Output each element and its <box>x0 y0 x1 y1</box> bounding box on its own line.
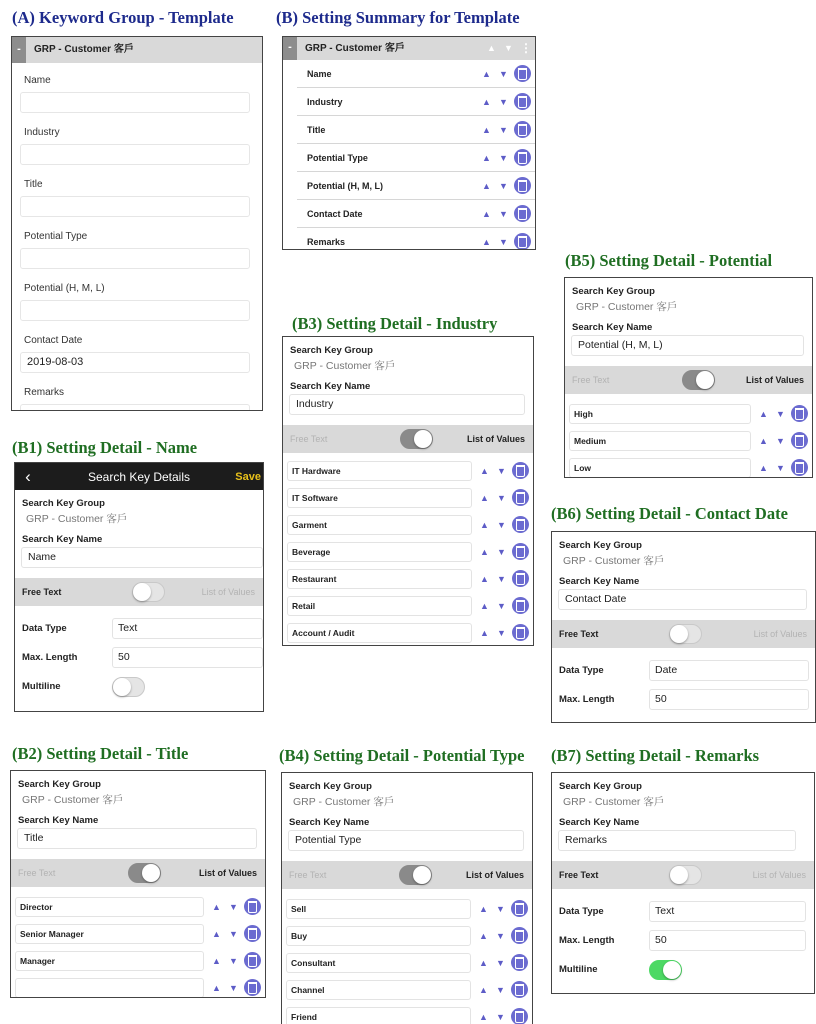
search-key-group-value: GRP - Customer 客戶 <box>563 796 665 808</box>
trash-icon[interactable] <box>512 516 529 533</box>
move-up-icon[interactable]: ▲ <box>759 435 768 446</box>
search-key-group-value: GRP - Customer 客戶 <box>576 301 678 313</box>
value-input[interactable]: High <box>569 404 751 424</box>
move-up-icon[interactable]: ▲ <box>480 573 489 584</box>
value-input[interactable]: IT Software <box>287 488 472 508</box>
summary-row[interactable] <box>297 116 535 144</box>
move-down-icon[interactable]: ▼ <box>229 928 238 939</box>
data-type-row <box>552 656 815 685</box>
value-row <box>11 920 265 947</box>
list-of-values-toggle[interactable] <box>400 429 433 449</box>
data-type-label: Data Type <box>559 906 604 917</box>
move-down-icon[interactable]: ▼ <box>229 901 238 912</box>
data-type-select[interactable]: Date <box>649 660 809 681</box>
field-label: Contact Date <box>24 335 83 346</box>
heading-b2: (B2) Setting Detail - Title <box>12 744 189 763</box>
value-input[interactable]: Consultant <box>286 953 471 973</box>
move-down-icon[interactable]: ▼ <box>499 208 508 219</box>
template-field-industry <box>12 127 262 165</box>
move-down-icon[interactable]: ▼ <box>497 600 506 611</box>
trash-icon[interactable] <box>791 432 808 449</box>
b2-panel <box>10 770 266 998</box>
template-field-title <box>12 179 262 217</box>
max-length-label: Max. Length <box>559 694 615 705</box>
type-toggle-band <box>283 425 533 453</box>
trash-icon[interactable] <box>514 65 531 82</box>
trash-icon[interactable] <box>514 205 531 222</box>
search-key-name-input[interactable]: Title <box>17 828 257 849</box>
type-toggle-band <box>552 620 815 648</box>
trash-icon[interactable] <box>511 1008 528 1024</box>
row-label: Remarks <box>307 236 346 247</box>
value-row <box>282 976 532 1003</box>
move-up-icon[interactable]: ▲ <box>480 519 489 530</box>
more-vertical-icon[interactable]: ⋮ <box>520 41 532 55</box>
b7-panel <box>551 772 815 994</box>
field-label: Potential (H, M, L) <box>24 283 105 294</box>
value-row <box>11 947 265 974</box>
value-row <box>282 949 532 976</box>
move-down-icon[interactable]: ▼ <box>499 124 508 135</box>
search-key-name-input[interactable]: Potential Type <box>288 830 524 851</box>
move-up-icon[interactable]: ▲ <box>479 930 488 941</box>
search-key-group-label: Search Key Group <box>289 781 372 792</box>
list-of-values-label: List of Values <box>752 870 806 880</box>
free-text-toggle[interactable] <box>132 582 165 602</box>
remarks-textarea[interactable] <box>20 404 250 411</box>
value-row <box>283 511 533 538</box>
move-down-icon[interactable]: ▼ <box>504 43 513 53</box>
row-label: Name <box>307 68 332 79</box>
move-down-icon[interactable]: ▼ <box>496 903 505 914</box>
value-row <box>282 895 532 922</box>
max-length-input[interactable]: 50 <box>649 930 806 951</box>
collapse-button[interactable]: - <box>12 37 26 63</box>
trash-icon[interactable] <box>511 954 528 971</box>
move-up-icon[interactable]: ▲ <box>759 462 768 473</box>
search-key-name-label: Search Key Name <box>290 381 371 392</box>
move-up-icon[interactable]: ▲ <box>480 465 489 476</box>
move-up-icon[interactable]: ▲ <box>759 408 768 419</box>
move-up-icon[interactable]: ▲ <box>212 928 221 939</box>
list-of-values-label: List of Values <box>745 375 804 385</box>
move-down-icon[interactable]: ▼ <box>776 462 785 473</box>
free-text-label: Free Text <box>559 629 599 639</box>
free-text-label: Free Text <box>18 868 56 878</box>
free-text-label: Free Text <box>22 587 62 597</box>
list-of-values-toggle[interactable] <box>682 370 715 390</box>
b6-panel <box>551 531 816 723</box>
move-up-icon[interactable]: ▲ <box>479 984 488 995</box>
move-down-icon[interactable]: ▼ <box>497 465 506 476</box>
move-down-icon[interactable]: ▼ <box>499 152 508 163</box>
summary-row[interactable] <box>297 228 535 250</box>
move-down-icon[interactable]: ▼ <box>496 957 505 968</box>
potential-type-input[interactable] <box>20 248 250 269</box>
search-key-name-label: Search Key Name <box>289 817 370 828</box>
name-input[interactable] <box>20 92 250 113</box>
multiline-toggle[interactable] <box>112 677 145 697</box>
row-label: Title <box>307 124 326 135</box>
type-toggle-band <box>15 578 263 606</box>
search-key-group-label: Search Key Group <box>572 286 655 297</box>
collapse-button[interactable]: - <box>283 37 297 60</box>
row-label: Contact Date <box>307 208 363 219</box>
data-type-label: Data Type <box>559 665 604 676</box>
data-type-select[interactable]: Text <box>649 901 806 922</box>
row-label: Potential (H, M, L) <box>307 180 383 191</box>
search-key-name-input[interactable]: Potential (H, M, L) <box>571 335 804 356</box>
value-row <box>283 565 533 592</box>
move-up-icon[interactable]: ▲ <box>480 492 489 503</box>
row-label: Potential Type <box>307 152 368 163</box>
trash-icon[interactable] <box>514 233 531 250</box>
summary-row-list <box>283 60 535 250</box>
chevron-left-icon[interactable]: ‹ <box>25 466 31 486</box>
save-button[interactable]: Save <box>235 470 261 483</box>
list-of-values-label: List of Values <box>201 587 255 597</box>
move-down-icon[interactable]: ▼ <box>499 96 508 107</box>
data-type-row <box>552 897 814 926</box>
trash-icon[interactable] <box>512 462 529 479</box>
move-up-icon[interactable]: ▲ <box>487 43 496 53</box>
search-key-name-label: Search Key Name <box>572 322 653 333</box>
summary-row[interactable] <box>297 60 535 88</box>
move-up-icon[interactable]: ▲ <box>482 68 491 79</box>
trash-icon[interactable] <box>514 177 531 194</box>
value-input[interactable]: Manager <box>15 951 204 971</box>
multiline-row <box>552 955 814 984</box>
max-length-input[interactable]: 50 <box>112 647 263 668</box>
value-row <box>11 893 265 920</box>
trash-icon[interactable] <box>244 952 261 969</box>
value-input[interactable]: Account / Audit <box>287 623 472 643</box>
move-up-icon[interactable]: ▲ <box>479 1011 488 1022</box>
search-key-name-label: Search Key Name <box>18 815 99 826</box>
potential-input[interactable] <box>20 300 250 321</box>
b4-panel <box>281 772 533 1024</box>
b5-panel <box>564 277 813 478</box>
value-row <box>282 1003 532 1024</box>
heading-b: (B) Setting Summary for Template <box>276 8 520 27</box>
move-down-icon[interactable]: ▼ <box>496 984 505 995</box>
trash-icon[interactable] <box>511 927 528 944</box>
trash-icon[interactable] <box>512 489 529 506</box>
value-row <box>283 592 533 619</box>
field-label: Remarks <box>24 387 65 398</box>
value-row <box>282 922 532 949</box>
search-key-group-value: GRP - Customer 客戶 <box>294 360 396 372</box>
heading-b3: (B3) Setting Detail - Industry <box>292 314 498 333</box>
search-key-name-label: Search Key Name <box>559 817 640 828</box>
list-of-values-label: List of Values <box>753 629 807 639</box>
value-input[interactable]: Director <box>15 897 204 917</box>
type-toggle-band <box>552 861 814 889</box>
template-field-name <box>12 75 262 113</box>
multiline-row <box>15 672 263 701</box>
summary-row[interactable] <box>297 144 535 172</box>
summary-row[interactable] <box>297 172 535 200</box>
trash-icon[interactable] <box>514 121 531 138</box>
move-up-icon[interactable]: ▲ <box>482 96 491 107</box>
search-key-group-value: GRP - Customer 客戶 <box>22 794 124 806</box>
move-up-icon[interactable]: ▲ <box>479 903 488 914</box>
heading-b6: (B6) Setting Detail - Contact Date <box>551 504 788 523</box>
value-row <box>11 974 265 998</box>
template-field-potential-type <box>12 231 262 269</box>
search-key-name-label: Search Key Name <box>22 534 103 545</box>
value-input[interactable]: Restaurant <box>287 569 472 589</box>
list-of-values-label: List of Values <box>466 434 525 444</box>
trash-icon[interactable] <box>512 570 529 587</box>
free-text-label: Free Text <box>559 870 599 880</box>
move-down-icon[interactable]: ▼ <box>776 435 785 446</box>
value-input[interactable]: Friend <box>286 1007 471 1024</box>
field-label: Title <box>24 179 43 190</box>
max-length-row <box>15 643 263 672</box>
search-key-name-input[interactable]: Industry <box>289 394 525 415</box>
template-panel <box>11 36 263 411</box>
search-key-group-label: Search Key Group <box>18 779 101 790</box>
multiline-label: Multiline <box>22 681 61 692</box>
move-down-icon[interactable]: ▼ <box>229 982 238 993</box>
trash-icon[interactable] <box>512 624 529 641</box>
move-down-icon[interactable]: ▼ <box>499 236 508 247</box>
value-input[interactable]: Sell <box>286 899 471 919</box>
free-text-label: Free Text <box>290 434 328 444</box>
trash-icon[interactable] <box>244 898 261 915</box>
nav-title: Search Key Details <box>87 469 191 484</box>
multiline-toggle[interactable] <box>649 960 682 980</box>
trash-icon[interactable] <box>514 149 531 166</box>
search-key-group-label: Search Key Group <box>290 345 373 356</box>
search-key-group-label: Search Key Group <box>22 498 105 509</box>
value-row <box>283 538 533 565</box>
value-row <box>283 619 533 646</box>
value-row <box>283 457 533 484</box>
max-length-label: Max. Length <box>22 652 78 663</box>
move-up-icon[interactable]: ▲ <box>212 982 221 993</box>
move-down-icon[interactable]: ▼ <box>499 68 508 79</box>
search-key-name-label: Search Key Name <box>559 576 640 587</box>
summary-group-header[interactable] <box>283 37 535 60</box>
search-key-group-value: GRP - Customer 客戶 <box>293 796 395 808</box>
type-toggle-band <box>282 861 532 889</box>
trash-icon[interactable] <box>511 981 528 998</box>
field-label: Potential Type <box>24 231 88 242</box>
trash-icon[interactable] <box>791 459 808 476</box>
b1-panel <box>14 462 264 712</box>
free-text-label: Free Text <box>289 870 327 880</box>
summary-row[interactable] <box>297 88 535 116</box>
value-row <box>565 400 812 427</box>
trash-icon[interactable] <box>512 597 529 614</box>
row-label: Industry <box>307 96 343 107</box>
value-input[interactable]: Low <box>569 458 751 478</box>
search-key-group-label: Search Key Group <box>559 540 642 551</box>
trash-icon[interactable] <box>244 979 261 996</box>
value-input[interactable]: Garment <box>287 515 472 535</box>
max-length-row <box>552 685 815 714</box>
b1-nav-bar <box>15 463 263 490</box>
move-up-icon[interactable]: ▲ <box>482 180 491 191</box>
free-text-toggle[interactable] <box>669 624 702 644</box>
move-up-icon[interactable]: ▲ <box>212 901 221 912</box>
data-type-select[interactable]: Text <box>112 618 263 639</box>
trash-icon[interactable] <box>512 543 529 560</box>
value-input[interactable]: Buy <box>286 926 471 946</box>
template-group-header[interactable] <box>12 37 262 63</box>
list-of-values-label: List of Values <box>198 868 257 878</box>
search-key-name-input[interactable]: Name <box>21 547 263 568</box>
title-input[interactable] <box>20 196 250 217</box>
value-input[interactable]: Channel <box>286 980 471 1000</box>
value-input[interactable] <box>15 978 204 998</box>
summary-row[interactable] <box>297 200 535 228</box>
contact-date-input[interactable]: 2019-08-03 <box>20 352 250 373</box>
data-type-label: Data Type <box>22 623 67 634</box>
max-length-input[interactable]: 50 <box>649 689 809 710</box>
value-input[interactable]: Beverage <box>287 542 472 562</box>
move-up-icon[interactable]: ▲ <box>482 208 491 219</box>
move-down-icon[interactable]: ▼ <box>497 546 506 557</box>
trash-icon[interactable] <box>514 93 531 110</box>
max-length-label: Max. Length <box>559 935 615 946</box>
max-length-row <box>552 926 814 955</box>
move-down-icon[interactable]: ▼ <box>497 519 506 530</box>
multiline-label: Multiline <box>559 964 598 975</box>
move-down-icon[interactable]: ▼ <box>497 627 506 638</box>
template-field-remarks <box>12 387 262 411</box>
data-type-row <box>15 614 263 643</box>
trash-icon[interactable] <box>244 925 261 942</box>
move-up-icon[interactable]: ▲ <box>480 546 489 557</box>
move-up-icon[interactable]: ▲ <box>480 627 489 638</box>
move-up-icon[interactable]: ▲ <box>479 957 488 968</box>
value-input[interactable]: Retail <box>287 596 472 616</box>
list-of-values-toggle[interactable] <box>128 863 161 883</box>
search-key-group-value: GRP - Customer 客戶 <box>563 555 665 567</box>
free-text-toggle[interactable] <box>669 865 702 885</box>
move-up-icon[interactable]: ▲ <box>480 600 489 611</box>
heading-a: (A) Keyword Group - Template <box>12 8 234 27</box>
template-field-contact-date <box>12 335 262 373</box>
move-up-icon[interactable]: ▲ <box>482 236 491 247</box>
summary-group-title: GRP - Customer 客戶 <box>305 43 405 54</box>
type-toggle-band <box>565 366 812 394</box>
trash-icon[interactable] <box>791 405 808 422</box>
value-input[interactable]: Medium <box>569 431 751 451</box>
value-row <box>565 427 812 454</box>
move-down-icon[interactable]: ▼ <box>776 408 785 419</box>
heading-b1: (B1) Setting Detail - Name <box>12 438 198 457</box>
summary-panel <box>282 36 536 250</box>
move-down-icon[interactable]: ▼ <box>496 930 505 941</box>
field-label: Name <box>24 75 51 86</box>
value-row <box>283 484 533 511</box>
template-field-list <box>12 63 262 411</box>
move-up-icon[interactable]: ▲ <box>482 152 491 163</box>
value-row <box>565 454 812 478</box>
list-of-values-toggle[interactable] <box>399 865 432 885</box>
heading-b4: (B4) Setting Detail - Potential Type <box>279 746 525 765</box>
search-key-name-input[interactable]: Remarks <box>558 830 796 851</box>
b3-panel <box>282 336 534 646</box>
move-up-icon[interactable]: ▲ <box>212 955 221 966</box>
search-key-group-value: GRP - Customer 客戶 <box>26 513 128 525</box>
search-key-name-input[interactable]: Contact Date <box>558 589 807 610</box>
search-key-group-label: Search Key Group <box>559 781 642 792</box>
move-down-icon[interactable]: ▼ <box>499 180 508 191</box>
value-input[interactable]: IT Hardware <box>287 461 472 481</box>
move-down-icon[interactable]: ▼ <box>229 955 238 966</box>
type-toggle-band <box>11 859 265 887</box>
industry-input[interactable] <box>20 144 250 165</box>
move-down-icon[interactable]: ▼ <box>496 1011 505 1022</box>
trash-icon[interactable] <box>511 900 528 917</box>
heading-b5: (B5) Setting Detail - Potential <box>565 251 773 270</box>
value-input[interactable]: Senior Manager <box>15 924 204 944</box>
list-of-values-label: List of Values <box>465 870 524 880</box>
move-down-icon[interactable]: ▼ <box>497 573 506 584</box>
free-text-label: Free Text <box>572 375 610 385</box>
template-field-potential <box>12 283 262 321</box>
field-label: Industry <box>24 127 60 138</box>
move-up-icon[interactable]: ▲ <box>482 124 491 135</box>
move-down-icon[interactable]: ▼ <box>497 492 506 503</box>
template-group-title: GRP - Customer 客戶 <box>34 44 134 55</box>
heading-b7: (B7) Setting Detail - Remarks <box>551 746 760 765</box>
